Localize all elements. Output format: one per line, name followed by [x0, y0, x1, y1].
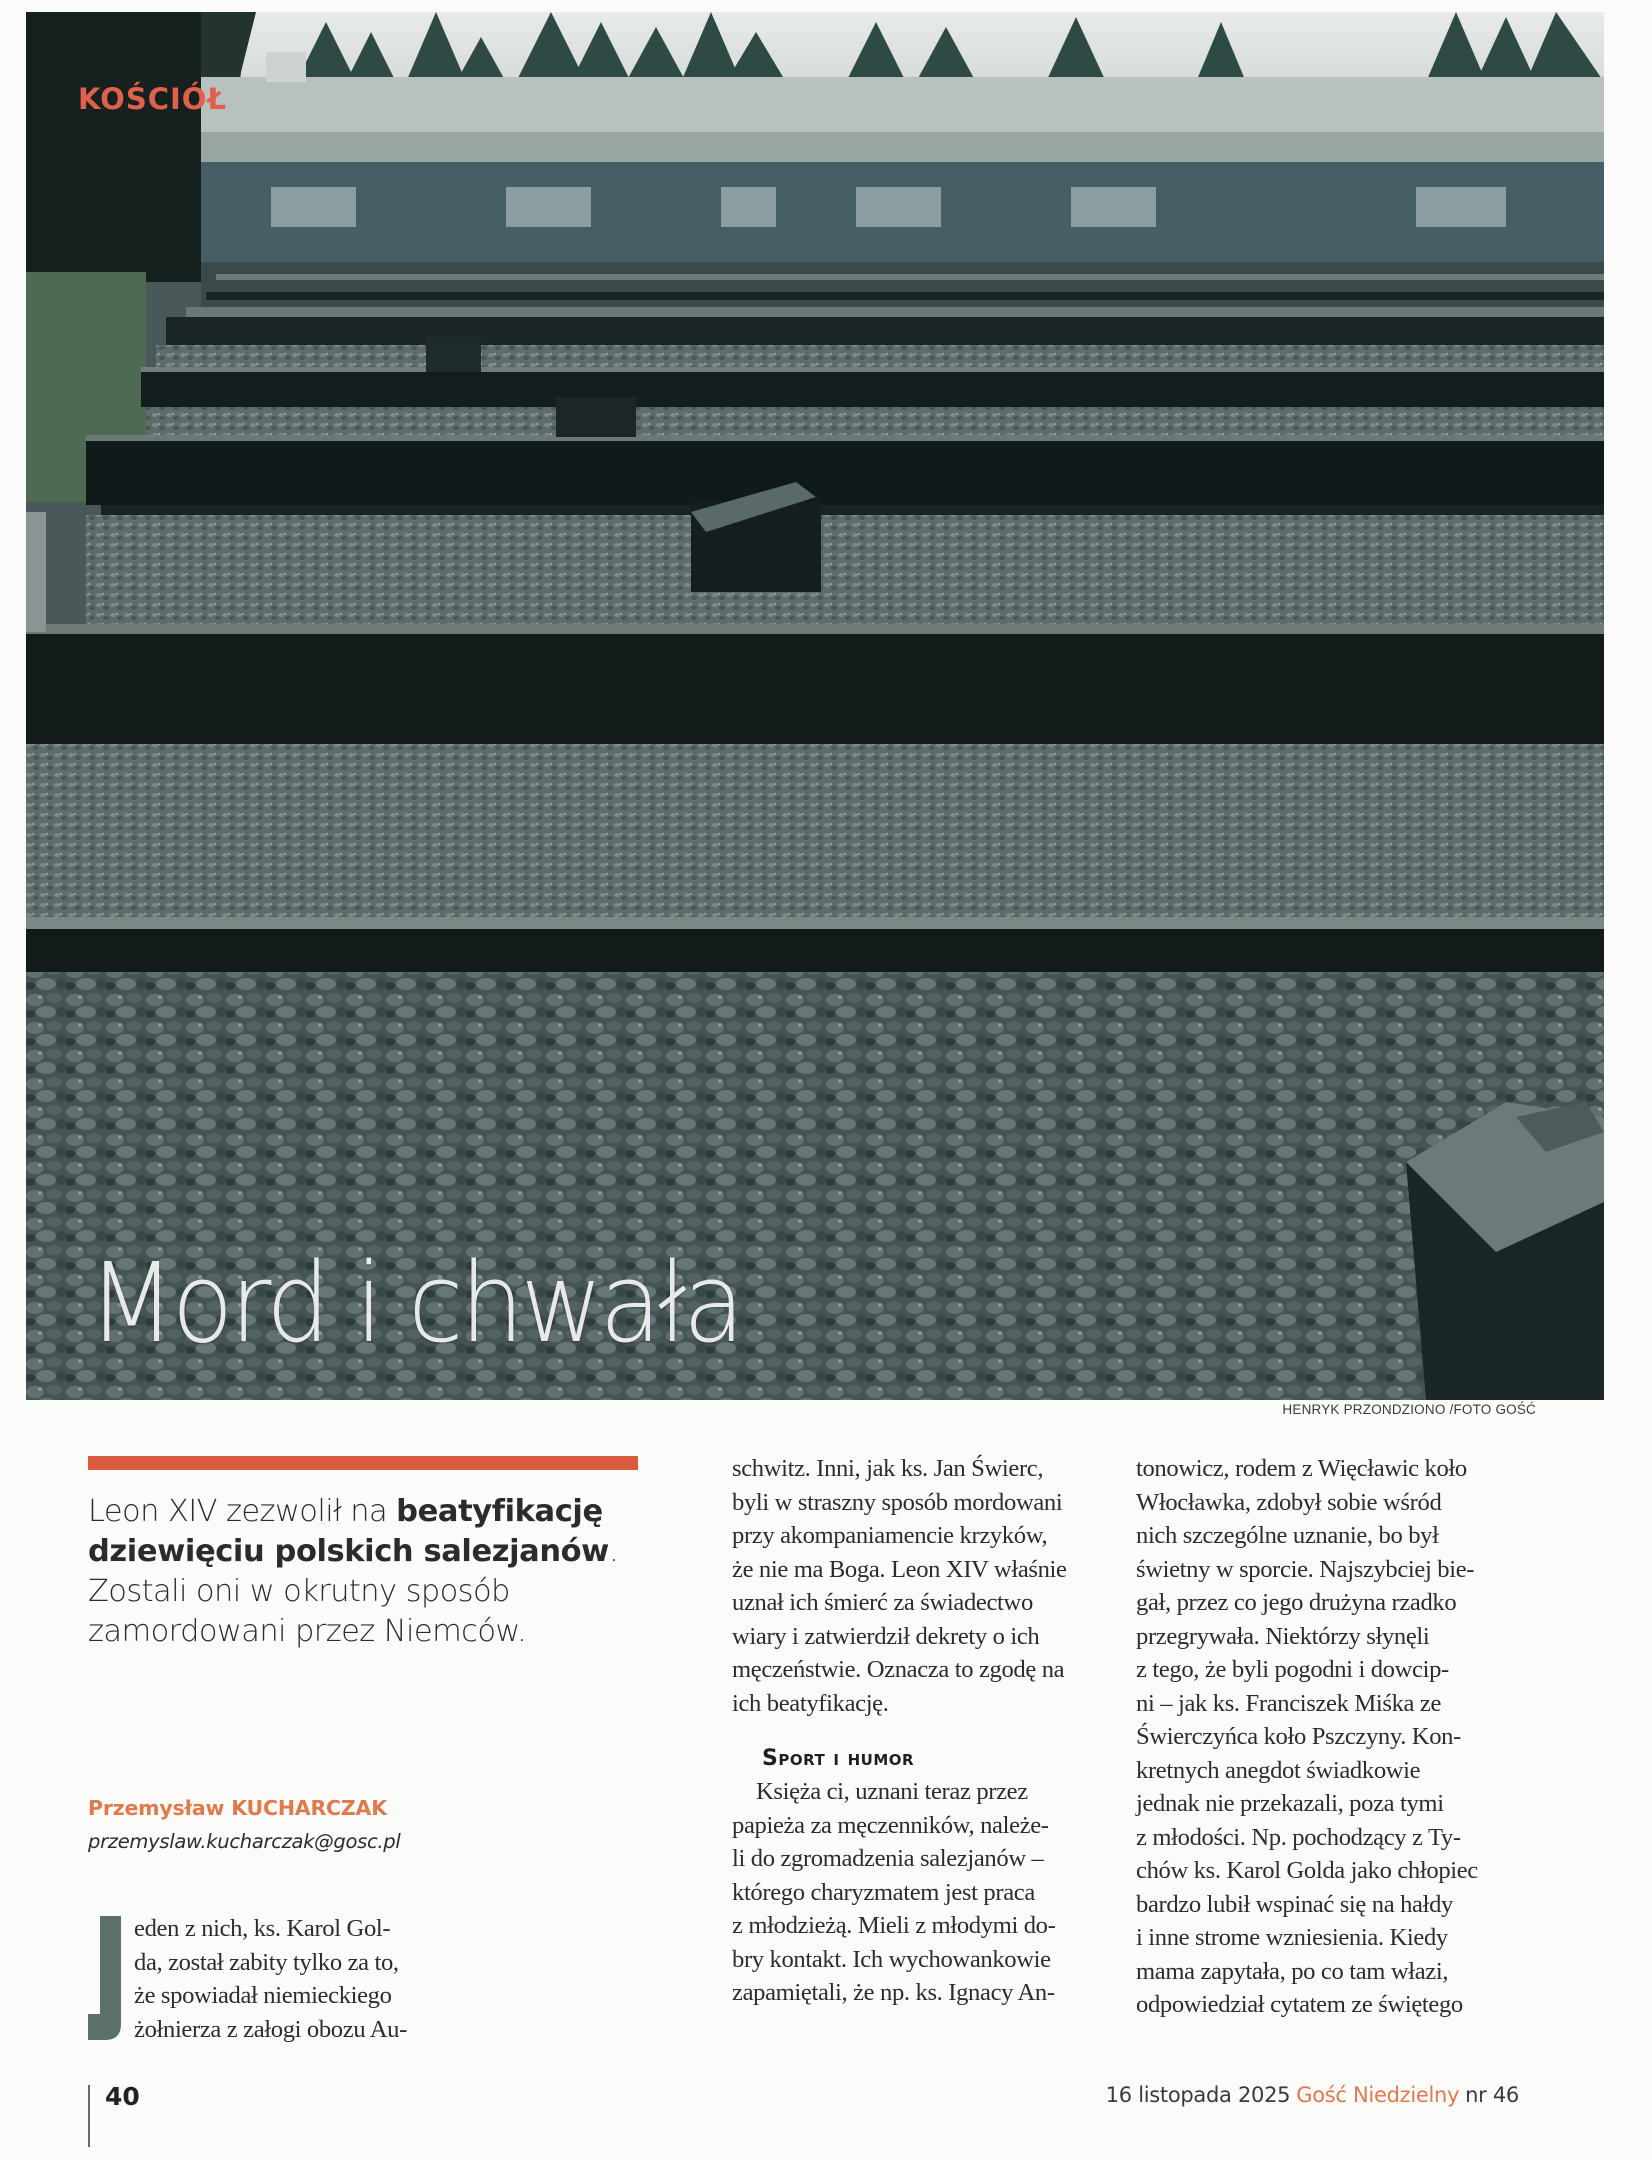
body-line: przegrywała. Niektórzy słynęli [1136, 1622, 1430, 1650]
body-line: że nie ma Boga. Leon XIV właśnie [732, 1555, 1067, 1583]
section-label: KOŚCIÓŁ [78, 82, 228, 116]
magazine-name: Gość Niedzielny [1296, 2083, 1460, 2107]
lead-text-end: . Zostali oni w okrutny sposób zamordowani przez Niemców. [88, 1534, 619, 1649]
body-line: uznał ich śmierć za świadectwo [732, 1589, 1033, 1616]
body-line: chów ks. Karol Golda jako chłopiec [1136, 1857, 1478, 1884]
page-number: 40 [105, 2082, 140, 2111]
body-line: li do zgromadzenia salezjanów – [732, 1845, 1044, 1872]
photo-credit: HENRYK PRZONDZIONO /FOTO GOŚĆ [1282, 1402, 1536, 1417]
author-name: Przemysław KUCHARCZAK [88, 1796, 387, 1820]
body-line: męczeństwie. Oznacza to zgodę na [732, 1656, 1065, 1683]
body-line: którego charyzmatem jest praca [732, 1878, 1035, 1906]
body-line: Włocławka, zdobył sobie wśród [1136, 1488, 1442, 1516]
lead-text-start: Leon XIV zezwolił na [88, 1494, 397, 1529]
body-line: świetny w sporcie. Najszybciej bie- [1136, 1555, 1475, 1583]
body-line: z młodości. Np. pochodzący z Ty- [1136, 1823, 1461, 1851]
body-line: że spowiadał niemieckiego [134, 1982, 392, 2009]
body-line: wiary i zatwierdził dekrety o ich [732, 1622, 1040, 1650]
body-column-2 [732, 1452, 1122, 2010]
body-line: przy akompaniamencie krzyków, [732, 1522, 1048, 1549]
body-line: Świerczyńca koło Pszczyny. Kon- [1136, 1723, 1461, 1750]
accent-rule [88, 1456, 638, 1470]
lead-text-bold: beatyfikację dziewięciu polskich salezjanów [88, 1494, 609, 1569]
body-line: bry kontakt. Ich wychowankowie [732, 1945, 1051, 1973]
body-line: ni – jak ks. Franciszek Miśka ze [1136, 1689, 1442, 1717]
footer-issue-info [1106, 2083, 1519, 2107]
author-email-link[interactable]: przemyslaw.kucharczak@gosc.pl [88, 1830, 401, 1853]
body-line: mama zapytała, po co tam włazi, [1136, 1957, 1449, 1985]
body-line: gał, przez co jego drużyna rzadko [1136, 1589, 1457, 1616]
drop-cap-j [88, 1916, 121, 2040]
body-line: schwitz. Inni, jak ks. Jan Świerc, [732, 1455, 1044, 1482]
body-line: odpowiedział cytatem ze świętego [1136, 1991, 1463, 2018]
memorial-graves-image [26, 12, 1604, 1400]
footer-divider [88, 2085, 90, 2147]
body-column-3 [1136, 1452, 1526, 2022]
subheading: Sport i humor [762, 1746, 915, 1771]
body-line: Księża ci, uznani teraz przez [756, 1778, 1028, 1805]
article-lead [88, 1492, 658, 1652]
body-line: z młodzieżą. Mieli z młodymi do- [732, 1912, 1056, 1939]
body-line: da, został zabity tylko za to, [134, 1948, 399, 1976]
issue-date: 16 listopada 2025 [1105, 2083, 1291, 2107]
body-line: zapamiętali, że np. ks. Ignacy An- [732, 1979, 1055, 2006]
hero-photo [26, 12, 1604, 1400]
body-line: kretnych anegdot świadkowie [1136, 1756, 1421, 1784]
body-column-1 [134, 1912, 466, 2046]
body-line: tonowicz, rodem z Więcławic koło [1136, 1455, 1467, 1482]
body-line: jednak nie przekazali, poza tymi [1136, 1790, 1444, 1817]
body-line: nich szczególne uznanie, bo był [1136, 1522, 1439, 1549]
issue-number: nr 46 [1465, 2083, 1519, 2107]
body-line: bardzo lubił wspinać się na hałdy [1136, 1890, 1453, 1918]
body-line: byli w straszny sposób mordowani [732, 1488, 1063, 1516]
body-line: z tego, że byli pogodni i dowcip- [1136, 1656, 1449, 1683]
body-line: ich beatyfikację. [732, 1689, 889, 1717]
body-line: papieża za męczenników, należe- [732, 1811, 1049, 1839]
body-line: żołnierza z załogi obozu Au- [134, 2015, 407, 2043]
body-line: i inne strome wzniesienia. Kiedy [1136, 1924, 1448, 1951]
body-line: eden z nich, ks. Karol Gol- [134, 1915, 391, 1942]
article-headline: Mord i chwała [88, 1239, 742, 1367]
